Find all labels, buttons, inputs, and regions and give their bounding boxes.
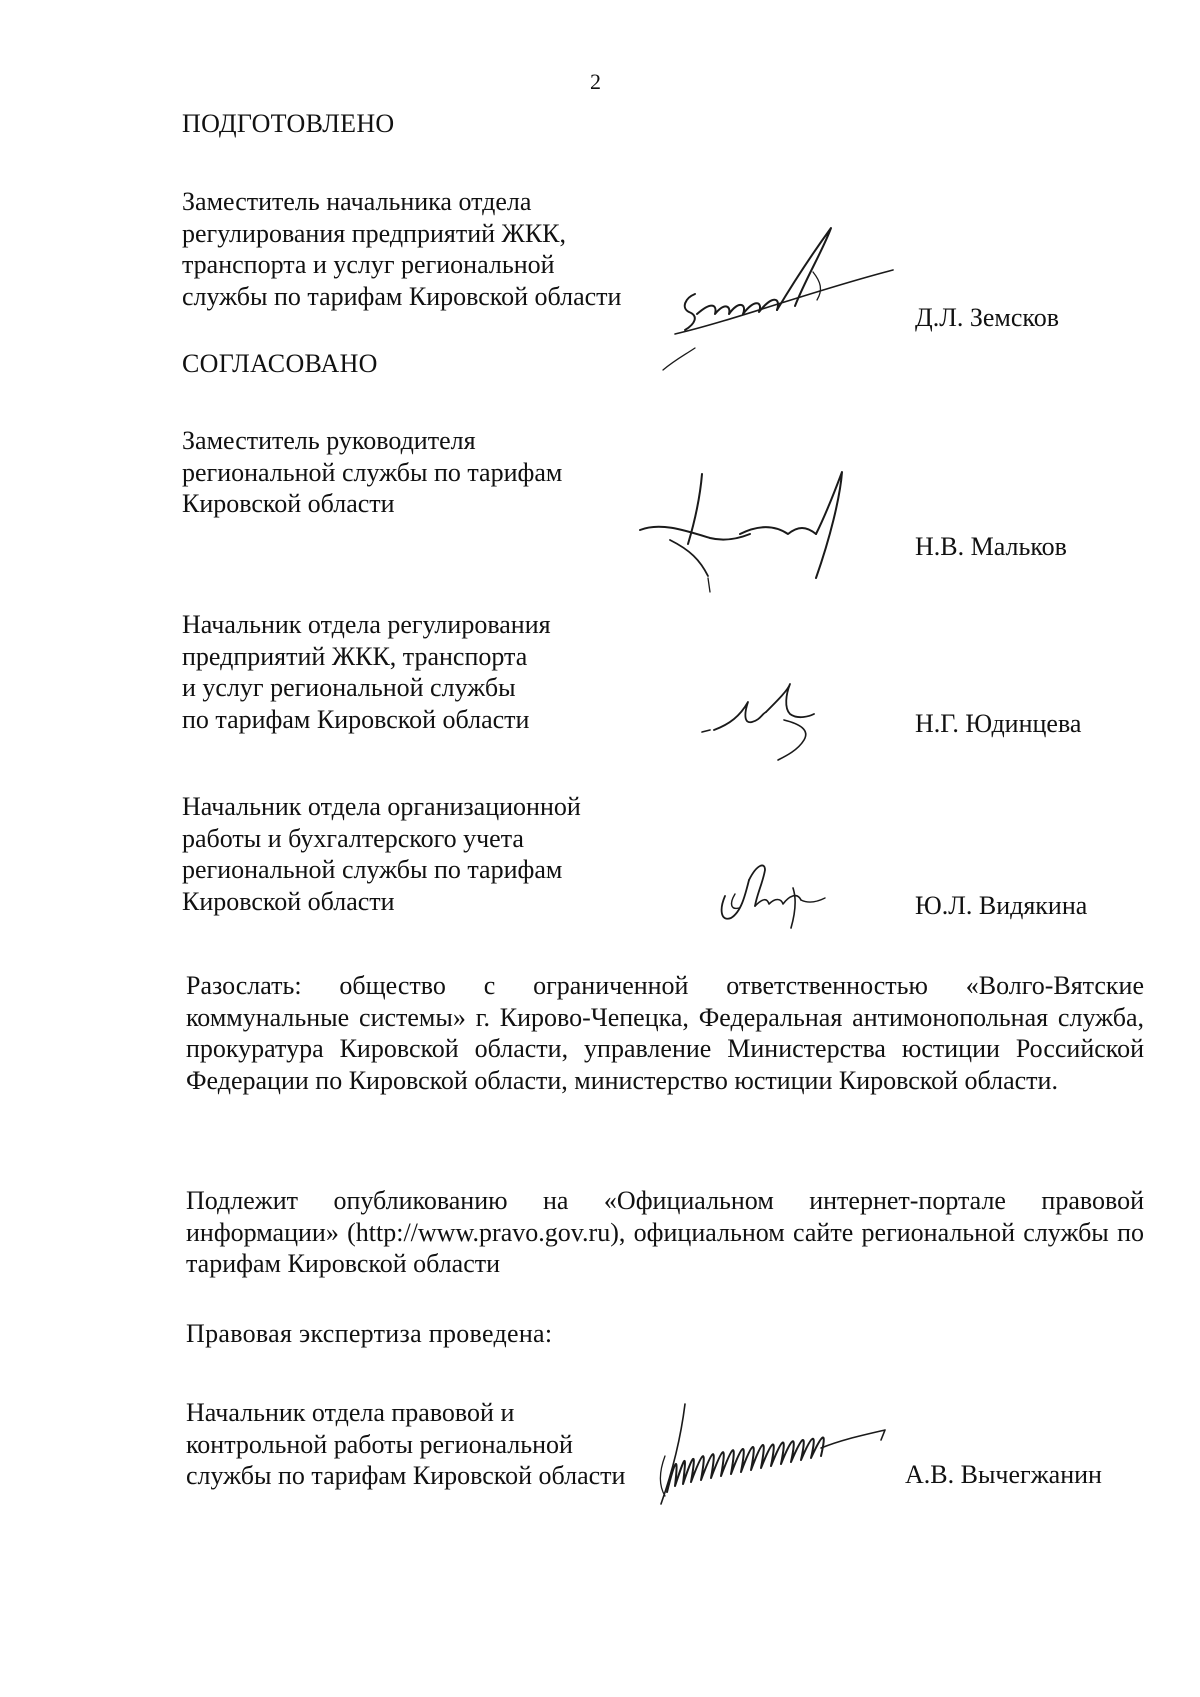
position-line: Начальник отдела регулирования (182, 610, 551, 639)
position-line: Заместитель руководителя (182, 426, 476, 455)
position-line: Начальник отдела правовой и (186, 1398, 515, 1427)
position-line: и услуг региональной службы (182, 673, 516, 702)
signature-vychegzhanin (645, 1400, 905, 1510)
legal-review-heading: Правовая экспертиза проведена: (186, 1319, 553, 1348)
agreed-position-3 (182, 791, 581, 917)
position-line: региональной службы по тарифам (182, 457, 563, 487)
position-line: по тарифам Кировской области (182, 704, 530, 734)
signature-yudintseva (700, 680, 840, 770)
signatory-name: Ю.Л. Видякина (915, 891, 1088, 920)
signatory-name: Н.В. Мальков (915, 532, 1067, 561)
agreed-position-2 (182, 609, 551, 735)
publication-paragraph: Подлежит опубликованию на «Официальном интернет-портале правовой информации» (http://www.pravo.gov.ru), официальном сайте региональной службы по тарифам Кировской области (186, 1186, 1144, 1278)
position-line: работы и бухгалтерского учета (182, 823, 524, 853)
position-line: предприятий ЖКК, транспорта (182, 641, 528, 671)
position-line: транспорта и услуг региональной (182, 250, 555, 279)
signatory-name: Д.Л. Земсков (915, 303, 1060, 332)
distribution-paragraph: Разослать: общество с ограниченной ответственностью «Волго-Вятские коммунальные системы» г. Кирово-Чепецка, Федеральная антимонопольная служба, прокуратура Кировской области, управление Министерства юстиции Российской Федерации по Кировской области, министерство юстиции Кировской области. (186, 971, 1144, 1095)
position-line: службы по тарифам Кировской области (182, 281, 622, 311)
agreed-heading: СОГЛАСОВАНО (182, 349, 378, 378)
signature-zemskov (655, 210, 895, 380)
position-line: Кировской области (182, 886, 395, 916)
agreed-position-1 (182, 425, 562, 520)
page-number: 2 (590, 69, 601, 94)
position-line: контрольной работы региональной (186, 1429, 573, 1459)
prepared-position (182, 186, 621, 312)
position-line: региональной службы по тарифам (182, 855, 563, 884)
position-line: Заместитель начальника отдела (182, 187, 532, 216)
prepared-heading: ПОДГОТОВЛЕНО (182, 109, 395, 138)
signatory-name: Н.Г. Юдинцева (915, 709, 1082, 738)
position-line: службы по тарифам Кировской области (186, 1461, 626, 1490)
position-line: Начальник отдела организационной (182, 792, 581, 821)
signature-malkov (630, 468, 870, 598)
position-line: регулирования предприятий ЖКК, (182, 218, 567, 248)
position-line: Кировской области (182, 489, 395, 518)
signatory-name: А.В. Вычегжанин (905, 1460, 1102, 1489)
signature-vidyakina (705, 860, 835, 940)
legal-review-position (186, 1397, 625, 1492)
